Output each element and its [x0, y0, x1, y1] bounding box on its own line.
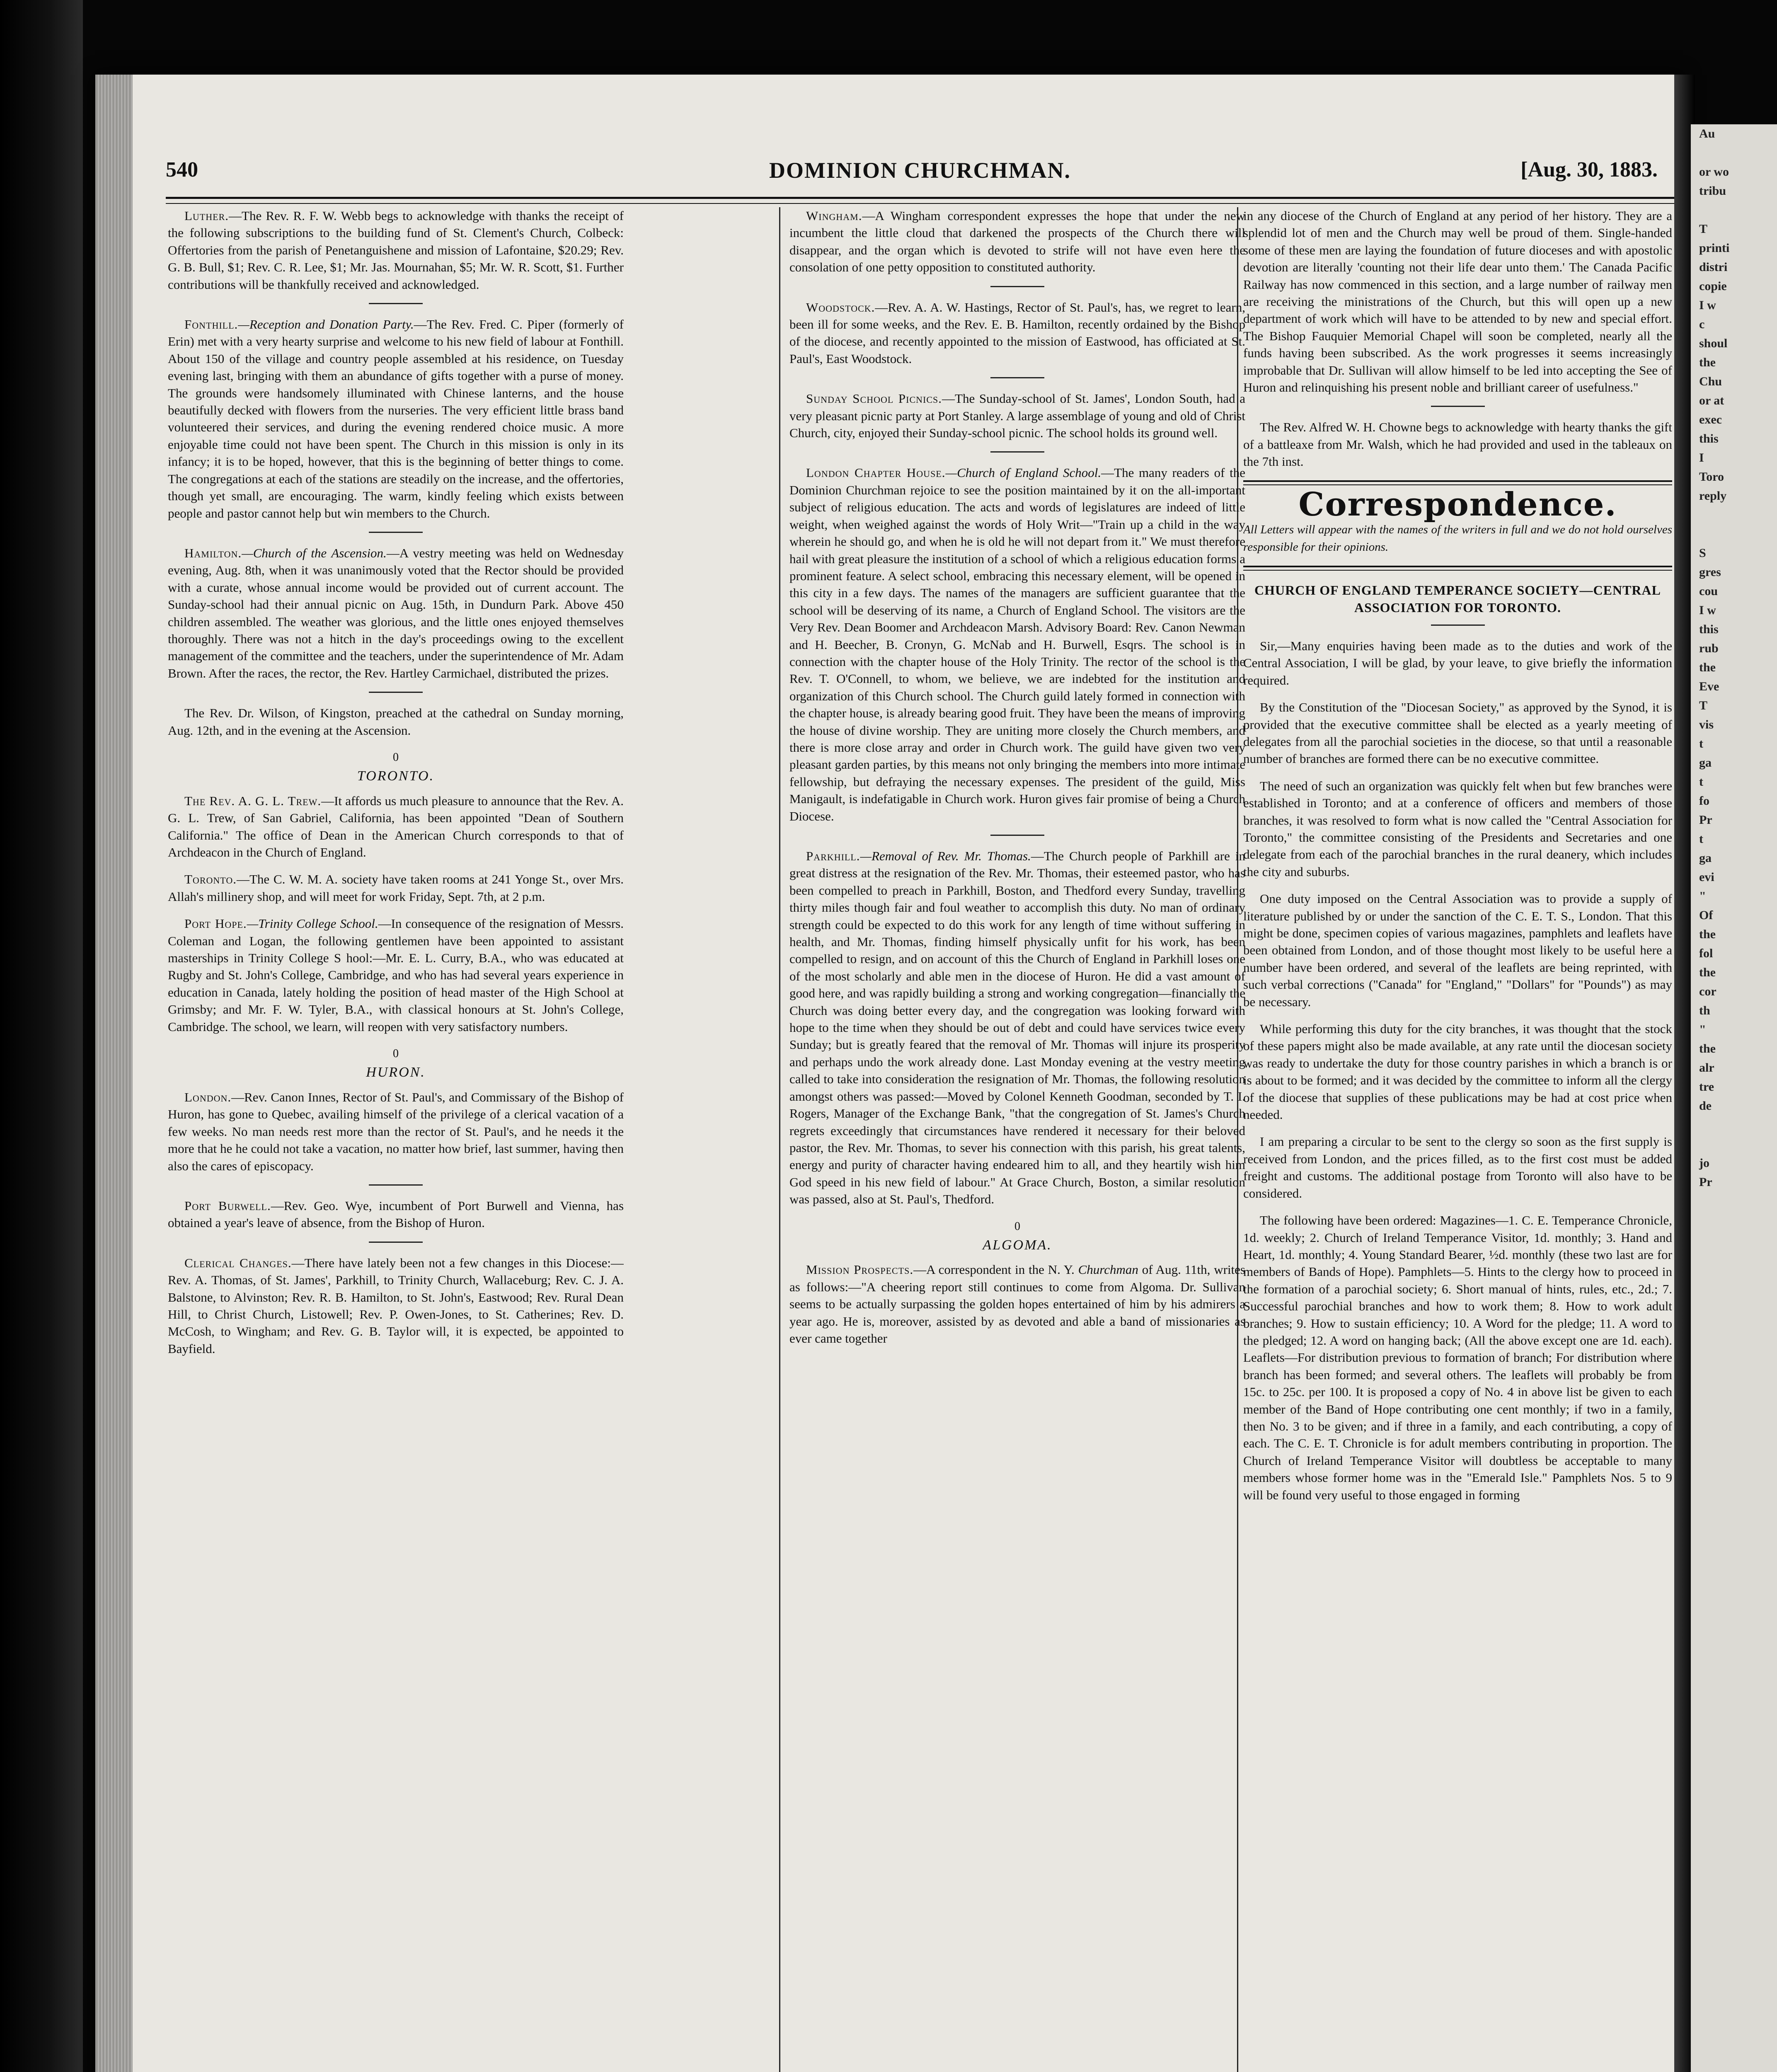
double-rule [1243, 480, 1672, 485]
facing-page-line: exec [1699, 413, 1722, 426]
column-rule [779, 207, 780, 2072]
article-luther: Luther.—The Rev. R. F. W. Webb begs to acknowledge with thanks the receipt of the following subscriptions to the building fund of St. Clement's Church, Colbeck: Offertories from the parish of Penetanguishene and mission of Lafontaine, $20.29; Rev. G. B. Bull, $1; Rev. C. R. Lee, $1; Mr. Jas. Mournahan, $5; Mr. W. R. Scott, $1. Further contributions will be thankfully received and acknowledged. [168, 208, 624, 292]
facing-page-line [1691, 506, 1777, 525]
facing-page-line: T [1699, 222, 1708, 236]
facing-page-line: th [1699, 1004, 1710, 1017]
article-wilson: The Rev. Dr. Wilson, of Kingston, preached at the cathedral on Sunday morning, Aug. 12th, and in the evening at the Ascension. [168, 706, 624, 738]
facing-page-line: the [1699, 661, 1716, 674]
facing-page-line: t [1699, 832, 1703, 846]
facing-page-line: I w [1699, 298, 1716, 312]
section-heading-algoma: ALGOMA. [983, 1237, 1052, 1253]
letter-title: CHURCH OF ENGLAND TEMPERANCE SOCIETY—CENTRAL ASSOCIATION FOR TORONTO. [1254, 582, 1661, 615]
article-port-burwell: Port Burwell.—Rev. Geo. Wye, incumbent of Port Burwell and Vienna, has obtained a year's leave of absence, from the Bishop of Huron. [168, 1198, 624, 1230]
divider [1431, 625, 1485, 626]
facing-page-line: I w [1699, 603, 1716, 617]
letter-paragraph: The need of such an organization was quickly felt when but few branches were established in Toronto; and at a conference of officers and members of those branches, it was resolved to form what is now called the "Central Association for Toronto," the committee consisting of the Presidents and Secretaries and one delegate from each of the parochial branches in the rural deanery, which includes the city and suburbs. [1243, 778, 1672, 879]
article-london-chapter-house: London Chapter House.—Church of England School.—The many readers of the Dominion Churchman rejoice to see the position maintained by it on the all-important subject of religious education. The acts and words of legislatures are indeed of little weight, when weighed against the words of Holy Writ—"Train up a child in the way wherein he should go, and when he is old he will not depart from it." We must therefore hail with great pleasure the institution of a school of which a religious education forms a prominent feature. A select school, embracing this necessary element, will be opened in this city in a few days. The names of the managers are sufficient guarantee that the school will be deserving of its name, a Church of England School. The visitors are the Very Rev. Dean Boomer and Archdeacon Marsh. Advisory Board: Rev. Canon Newman and H. Beecher, B. Cronyn, G. McNab and H. Burwell, Esqrs. The school is in connection with the chapter house of the Holy Trinity. The rector of the school is the Rev. T. O'Connell, to whom, we believe, we are indebted for the institution and organization of this Church school. The Church guild lately formed in connection with the chapter house, is already bearing good fruit. They have been the means of improving the house of divine worship. They are uniting more closely the Church members, and there is more close array and order in Church work. The guild have given two very pleasant garden parties, by this means not only bringing the members into more intimate fellowship, but defraying the necessary expenses. The president of the guild, Miss Manigault, is indefatigable in Church work. Huron gives fair promise of being a Church Diocese. [789, 465, 1245, 823]
facing-page-line [1691, 525, 1777, 544]
facing-page-line: the [1699, 927, 1716, 941]
film-edge [0, 0, 83, 2072]
facing-page-line: printi [1699, 241, 1730, 255]
facing-page-line: cou [1699, 584, 1718, 598]
section-divider-mark: 0 [393, 750, 399, 764]
facing-page-line: tre [1699, 1080, 1714, 1094]
divider [990, 451, 1044, 453]
facing-page-line [1691, 201, 1777, 220]
letter-paragraph: I am preparing a circular to be sent to the clergy so soon as the first supply is received from London, and the prices filled, as to the first cost must be added freight and customs. The additional postage from Toronto will also have to be considered. [1243, 1134, 1672, 1201]
facing-page-line: t [1699, 737, 1703, 750]
letter-paragraph: Sir,—Many enquiries having been made as to the duties and work of the Central Association, I will be glad, by your leave, to give briefly the information required. [1243, 638, 1672, 687]
divider [369, 1184, 423, 1186]
facing-page-line: tribu [1699, 184, 1726, 198]
article-wingham: Wingham.—A Wingham correspondent expresses the hope that under the new incumbent the little cloud that darkened the prospects of the Church there will disappear, and the organ which is devoted to strife will not have even here the consolation of one petty opposition to constituted authority. [789, 208, 1245, 275]
header-rule [166, 197, 1674, 204]
facing-page-line [1691, 143, 1777, 162]
facing-page-line: fo [1699, 794, 1709, 808]
facing-page-line: the [1699, 356, 1716, 369]
correspondence-heading: Correspondence. [1298, 485, 1617, 523]
divider [990, 835, 1044, 836]
article-sunday-school-picnics: Sunday School Picnics.—The Sunday-school of St. James', London South, had a very pleasant picnic party at Port Stanley. A large assemblage of young and old of Christ Church, city, enjoyed their Sunday-school picnic. The school holds its ground well. [789, 391, 1245, 441]
facing-page-line: rub [1699, 641, 1719, 655]
article-algoma-continuation: in any diocese of the Church of England at any period of her history. They are a splendid lot of men and the Church may well be proud of them. Single-handed some of these men are laying the foundation of future dioceses and with apostolic devotion are literally 'counting not their life dear unto them.' The Canada Pacific Railway has now commenced in this section, and a large number of railway men are receiving the ministrations of the Church, but this will open up a new department of work which will have to be attended to by new and special effort. The Bishop Fauquier Memorial Chapel will soon be completed, nearly all the funds having been subscribed. As the work progresses it seems increasingly improbable that Dr. Sullivan will allow himself to be led into accepting the See of Huron and relinquishing his present noble and brilliant career of usefulness." [1243, 208, 1672, 395]
facing-page-line: Of [1699, 908, 1713, 922]
facing-page-line: Pr [1699, 813, 1712, 827]
article-toronto: Toronto.—The C. W. M. A. society have taken rooms at 241 Yonge St., over Mrs. Allah's millinery shop, and will meet for work Friday, Sept. 7th, at 2 p.m. [168, 872, 624, 904]
column-3 [1243, 207, 1672, 2072]
letter-paragraph: While performing this duty for the city branches, it was thought that the stock of these papers might also be made available, at any rate until the diocesan society was ready to undertake the duty for those country parishes in which a branch is or is about to be formed; and it was decided by the committee to inform all the clergy of the diocese that supplies of these publications may be had at cost price when needed. [1243, 1021, 1672, 1122]
page-number: 540 [166, 158, 198, 182]
facing-page-line: this [1699, 622, 1719, 636]
section-divider-mark: 0 [1014, 1220, 1020, 1233]
facing-page-line: alr [1699, 1061, 1714, 1075]
article-chowne: The Rev. Alfred W. H. Chowne begs to acknowledge with hearty thanks the gift of a battleaxe from Mr. Walsh, which he had provided and used in the tableaux on the 7th inst. [1243, 420, 1672, 469]
facing-page-line: Chu [1699, 375, 1722, 388]
column-1 [168, 207, 624, 2072]
divider [369, 303, 423, 304]
divider [369, 532, 423, 533]
section-divider-mark: 0 [393, 1047, 399, 1060]
facing-page-line: evi [1699, 870, 1714, 884]
facing-page-line: the [1699, 966, 1716, 979]
article-parkhill: Parkhill.—Removal of Rev. Mr. Thomas.—The Church people of Parkhill are in great distress at the resignation of the Rev. Mr. Thomas, their esteemed pastor, who has been compelled to preach in Parkhill, Boston, and Thedford every Sunday, travelling thirty miles though fair and foul weather to accomplish this duty. No man of ordinary strength could be expected to do this work for any length of time without suffering in health, and Mr. Thomas, finding himself physically unfit for his work, has been compelled to resign, and on account of this the Church of England in Parkhill loses one of the most scholarly and able men in the diocese of Huron. He did a vast amount of good here, and was rapidly building a strong and working congregation—financially the Church was doing better every day, and the congregation was looking forward with hope to the time when they should be out of debt and could have services twice every Sunday; but is greatly feared that the removal of Mr. Thomas will injure its prosperity and perhaps undo the work already done. Last Monday evening at the vestry meeting called to take into consideration the resignation of Mr. Thomas, the following resolution amongst others was passed:—Moved by Colonel Kenneth Goodman, seconded by T. I. Rogers, Manager of the Exchange Bank, "that the congregation of St. James's Church regrets exceedingly that circumstances have rendered it necessary for their beloved pastor, the Rev. Mr. Thomas, to sever his connection with this parish, his great talents, energy and purity of character having endeared him to all, and they heartily wish him God speed in his new field of labour." At Grace Church, Boston, a similar resolution was passed, also at St. Paul's, Thedford. [789, 849, 1245, 1207]
divider [1431, 406, 1485, 407]
facing-page-line: copie [1699, 279, 1727, 293]
page-stack-edge [95, 75, 133, 2072]
facing-page-line: Eve [1699, 680, 1719, 693]
facing-page-line: S [1699, 546, 1706, 560]
article-trew: The Rev. A. G. L. Trew.—It affords us much pleasure to announce that the Rev. A. G. L. Trew, of San Gabriel, California, has been appointed "Dean of Southern California." The office of Dean in the American Church corresponds to that of Archdeacon in the Church of England. [168, 793, 624, 859]
facing-page-line: Pr [1699, 1175, 1712, 1189]
divider [369, 692, 423, 693]
article-port-hope: Port Hope.—Trinity College School.—In consequence of the resignation of Messrs. Coleman and Logan, the following gentlemen have been appointed to assistant masterships in Trinity College S hool:—Mr. E. L. Curry, B.A., who was educated at Rugby and St. John's College, Cambridge, and who has had several years experience in education in Canada, lately holding the position of head master of the High School at Grimsby; and Mr. F. W. Tyler, B.A., with classical honours at St. John's College, Cambridge. The school, we learn, will reopen with very satisfactory numbers. [168, 916, 624, 1034]
facing-page-line: this [1699, 432, 1719, 445]
facing-page-line: or at [1699, 394, 1724, 407]
facing-page-line: c [1699, 317, 1705, 331]
letter-paragraph: By the Constitution of the "Diocesan Society," as approved by the Synod, it is provided that the executive committee shall be elected as a yearly meeting of delegates from all the parochial societies in the diocese, so that until a reasonable number of branches are formed there can be no executive committee. [1243, 700, 1672, 766]
divider [369, 1242, 423, 1243]
divider [990, 286, 1044, 287]
issue-date: [Aug. 30, 1883. [1520, 158, 1658, 182]
section-heading-toronto: TORONTO. [357, 768, 435, 784]
facing-page-line: shoul [1699, 336, 1728, 350]
section-heading-huron: HURON. [366, 1065, 426, 1080]
article-mission-prospects: Mission Prospects.—A correspondent in the N. Y. Churchman of Aug. 11th, writes as follows:—"A cheering report still continues to come from Algoma. Dr. Sullivan seems to be actually surpassing the golden hopes entertained of him by his admirers a year ago. He is, moreover, assisted by as devoted and able a band of missionaries as ever came together [789, 1262, 1245, 1346]
divider [990, 377, 1044, 378]
facing-page-line: ga [1699, 851, 1712, 865]
facing-page-line: ga [1699, 756, 1712, 770]
letter-paragraph: One duty imposed on the Central Association was to provide a supply of literature published by or under the sanction of the C. E. T. S., London. That this might be done, specimen copies of various magazines, pamphlets and leaflets have been obtained from London, and of those thought most likely to be useful here a number have been ordered, and several of the leaflets are being reprinted, with such verbal corrections ("Canada" for "England," "Dollars" for "Pounds") as may be necessary. [1243, 891, 1672, 1009]
page-header [166, 157, 1674, 195]
facing-page-line: de [1699, 1099, 1712, 1113]
facing-page-line: T [1699, 699, 1708, 712]
facing-page-line: vis [1699, 718, 1714, 731]
article-clerical-changes: Clerical Changes.—There have lately been not a few changes in this Diocese:—Rev. A. Thomas, of St. James', Parkhill, to Trinity Church, Wallaceburg; Rev. C. J. A. Balstone, to Alvinston; Rev. R. B. Hamilton, to St. John's, Eastwood; Rev. Rural Dean Hill, to Christ Church, Listowell; Rev. P. Owen-Jones, to St. Catherines; Rev. D. McCosh, to Wingham; and Rev. G. B. Taylor will, it is expected, be appointed to Bayfield. [168, 1255, 624, 1356]
facing-page-line: distri [1699, 260, 1728, 274]
facing-page-line: " [1699, 889, 1706, 903]
facing-page-line: I [1699, 451, 1704, 465]
facing-page-line: cor [1699, 985, 1716, 998]
facing-page-line: reply [1699, 489, 1727, 503]
letter-paragraph: The following have been ordered: Magazines—1. C. E. Temperance Chronicle, 1d. weekly; 2. Church of Ireland Temperance Visitor, 1d. monthly; 3. Hand and Heart, 1d. monthly; 4. Young Standard Bearer, ½d. monthly (these two last are for members of Bands of Hope). Pamphlets—5. Hints to the clergy how to proceed in the formation of a parochial society; 6. Short manual of hints, rules, etc., 2d.; 7. Successful parochial branches and how to work them; 8. How to work adult branches; 9. How to sustain efficiency; 10. A Word for the pledge; 11. A word to the pledged; 12. A word on hanging back; (All the above except one are 1d. each). Leaflets—For distribution previous to formation of branch; For distribution where branch has been formed; and several others. The leaflets will probably be from 15c. to 25c. per 100. It is proposed a copy of No. 4 in above list be given to each member of the Band of Hope contributing one cent monthly; if two in a family, then No. 3 to be given; and if three in a family, and each contributing, a copy of each. The C. E. T. Chronicle is for adult members contributing in proportion. The Church of Ireland Temperance Visitor will doubtless be acceptable to many members whose former home was in the "Emerald Isle." Pamphlets Nos. 5 to 9 will be found very useful to those engaged in forming [1243, 1213, 1672, 1502]
article-fonthill: Fonthill.—Reception and Donation Party.—The Rev. Fred. C. Piper (formerly of Erin) met with a very hearty surprise and welcome to his new field of labour at Fonthill. About 150 of the village and country people assembled at his residence, on Tuesday evening last, bringing with them an abundance of gifts together with a purse of money. The grounds were handsomely illuminated with Chinese lanterns, and the house beautifully decked with flowers from the nurseries. The very efficient little brass band volunteered their services, and during the evening rendered choice music. A more enjoyable time could not have been spent. The Church in this mission is only in its infancy; it is to be hoped, however, that this is the beginning of better things to come. The congregations at each of the stations are steadily on the increase, and the offertories, though yet small, are encouraging. The warm, kindly feeling which exists between people and pastor cannot help but win members to the Church. [168, 317, 624, 520]
facing-page-line [1691, 1116, 1777, 1135]
facing-page-line: " [1699, 1023, 1706, 1036]
double-rule [1243, 566, 1672, 571]
masthead: DOMINION CHURCHMAN. [769, 158, 1071, 183]
correspondence-notice: All Letters will appear with the names of the writers in full and we do not hold ourselves responsible for their opinions. [1243, 523, 1672, 554]
facing-page-line [1691, 1135, 1777, 1154]
facing-page-line: Toro [1699, 470, 1724, 484]
facing-page-line: fol [1699, 946, 1713, 960]
facing-page-fragment [1691, 124, 1777, 2072]
facing-page-line: Au [1699, 127, 1715, 140]
facing-page-line: the [1699, 1042, 1716, 1055]
facing-page-line: jo [1699, 1156, 1709, 1170]
facing-page-line: gres [1699, 565, 1721, 579]
article-london: London.—Rev. Canon Innes, Rector of St. Paul's, and Commissary of the Bishop of Huron, has gone to Quebec, availing himself of the privilege of a clerical vacation of a few weeks. No man needs rest more than the rector of St. Paul's, and he needs it the more that he he could not take a vacation, no matter how brief, last summer, having then also the cares of episcopacy. [168, 1089, 624, 1173]
column-2 [789, 207, 1245, 2072]
facing-page-line: t [1699, 775, 1703, 789]
article-woodstock: Woodstock.—Rev. A. A. W. Hastings, Rector of St. Paul's, has, we regret to learn, been ill for some weeks, and the Rev. E. B. Hamilton, recently ordained by the Bishop of the diocese, and recently appointed to the mission of Eastwood, has officiated at St. Paul's, East Woodstock. [789, 300, 1245, 366]
facing-page-line: or wo [1699, 165, 1729, 179]
article-hamilton: Hamilton.—Church of the Ascension.—A vestry meeting was held on Wednesday evening, Aug. 8th, when it was unanimously voted that the Rector should be provided with a curate, whose annual income would be provided out of current account. The Sunday-school had their annual picnic on Aug. 15th, in Dundurn Park. Above 450 children assembled. The weather was glorious, and the little ones enjoyed themselves thoroughly. There was not a hitch in the day's proceedings owing to the excellent management of the committee and the teachers, under the superintendence of Mr. Adam Brown. After the races, the rector, the Rev. Hartley Carmichael, distributed the prizes. [168, 545, 624, 680]
